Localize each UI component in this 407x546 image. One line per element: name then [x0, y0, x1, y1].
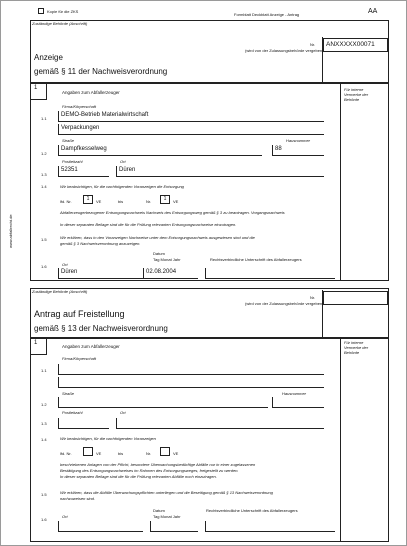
form1-street-label: Straße: [62, 138, 75, 143]
form2-nr-label: Nr.: [310, 295, 316, 300]
form1-signature-field[interactable]: [205, 268, 335, 279]
form1-lfd-field[interactable]: 1: [83, 195, 93, 204]
form1-row1-no: 1.1: [41, 116, 47, 121]
form1-row2-no: 1.2: [41, 151, 47, 156]
form2-signature-field[interactable]: [205, 521, 335, 532]
form2-row2-no: 1.2: [41, 402, 47, 407]
form2-section-heading: Angaben zum Abfallerzeuger: [62, 344, 120, 349]
form2-ort-field[interactable]: [116, 418, 324, 429]
form2-ort2-field[interactable]: [58, 521, 143, 532]
form2-row1-no: 1.1: [41, 368, 47, 373]
form1-nr-bis-field[interactable]: 1: [160, 195, 170, 204]
form2-bis-label: bis: [118, 451, 124, 456]
form1-nr-label: Nr.: [310, 42, 316, 47]
side-website-text: www.abfallrecht.de: [8, 214, 13, 248]
form2-ort2-label: Ort: [62, 514, 68, 519]
form1-title-line2: gemäß § 11 der Nachweisverordnung: [34, 67, 168, 76]
form1-company2-field[interactable]: Verpackungen: [58, 124, 324, 135]
form2-street-field[interactable]: [58, 397, 268, 408]
form2-title-line1: Antrag auf Freistellung: [34, 309, 125, 319]
form2-row3-no: 1.3: [41, 421, 47, 426]
form2-date-label: Datum: [153, 508, 165, 513]
form1-note2: In dieser separaten Beilage sind die für die Prüfung relevanten Entsorgungsnachweise einzutragen.: [60, 222, 237, 227]
form2-housenr-label: Hausnummer: [282, 391, 307, 396]
form2-nr-sub: (wird von der Zulassungsbehörde vergeben): [245, 301, 324, 306]
form2-nr-bis-label: Nr.: [146, 451, 152, 456]
form1-date-field[interactable]: 02.08.2004: [143, 268, 198, 279]
form1-housenr-field[interactable]: 88: [272, 145, 324, 156]
form1-title-line1: Anzeige: [34, 53, 63, 62]
form1-row5-text: Wir erklären, dass in den Voranzeigen Nachweise unter dem Entsorgungsnachweis ausgewiesen sind und die: [60, 235, 255, 240]
form2-plz-label: Postleitzahl: [62, 410, 83, 415]
form1-street-field[interactable]: Dampfkesselweg: [58, 145, 262, 156]
form-code: AA: [368, 8, 378, 15]
form1-row5-text2: gemäß § 3 Nachweisverordnung anzuzeigen.: [60, 241, 141, 246]
form2-note2: Bestätigung des Entsorgungsnachweises im Rahmen des Entsorgungsweges, freigestellt zu werden.: [60, 468, 239, 473]
form2-row5-text2: nachzuweisen sind.: [60, 496, 95, 501]
form1-side-note-2: Vermerke der: [344, 92, 369, 97]
form1-row3-no: 1.3: [41, 172, 47, 177]
form1-ort2-label: Ort: [62, 262, 68, 267]
form2-haz-text: Wir beabsichtigen, für die nachfolgenden Voranzeigen: [60, 436, 156, 441]
form2-row5-no: 1.5: [41, 492, 47, 497]
form2-street-label: Straße: [62, 391, 75, 396]
form1-company-field[interactable]: DEMO-Betrieb Materialwirtschaft: [58, 111, 324, 122]
form-label: Formblatt Deckblatt Anzeige - Antrag: [234, 12, 300, 17]
form1-lfd-label: lfd. Nr.: [60, 199, 72, 204]
form2-company2-field[interactable]: [58, 377, 324, 388]
form2-lfd-field[interactable]: [83, 447, 93, 456]
zks-copy-label: Kopie für die ZKS: [47, 9, 79, 14]
form1-date-label: Datum: [153, 251, 165, 256]
form1-ort-field[interactable]: Düren: [116, 166, 324, 177]
form1-housenr-label: Hausnummer: [286, 138, 311, 143]
form2-ve2-label: VE: [173, 451, 179, 456]
form1-ort-label: Ort: [120, 159, 126, 164]
form2-ort-label: Ort: [120, 410, 126, 415]
form2-lfd-label: lfd. Nr.: [60, 451, 72, 456]
form1-ort2-field[interactable]: Düren: [58, 268, 143, 279]
form1-row4-no: 1.4: [41, 184, 47, 189]
form1-company-label: Firma/Körperschaft: [62, 104, 97, 109]
form1-plz-label: Postleitzahl: [62, 159, 83, 164]
form1-side-note-1: Für interne: [344, 87, 364, 92]
form1-nr-field[interactable]: ANXXXXX00071: [323, 38, 388, 52]
form1-section-heading: Angaben zum Abfallerzeuger: [62, 90, 120, 95]
form1-authority-label: Zuständige Behörde (Anschrift): [32, 21, 88, 26]
form1-side-note-3: Behörde: [344, 97, 360, 102]
form1-row5-no: 1.5: [41, 237, 47, 242]
form2-nr-bis-field[interactable]: [160, 447, 170, 456]
form2-note3: In dieser separaten Beilage sind die für die Prüfung relevanten Abfälle noch einzutragen.: [60, 474, 217, 479]
form2-date-field[interactable]: [150, 521, 198, 532]
form2-housenr-field[interactable]: [272, 397, 324, 408]
form2-title-line2: gemäß § 13 der Nachweisverordnung: [34, 324, 168, 333]
form2-row4-no: 1.4: [41, 437, 47, 442]
form2-nr-field[interactable]: [323, 291, 388, 305]
form1-row6-no: 1.6: [41, 264, 47, 269]
form1-ve-label: VE: [96, 199, 102, 204]
form2-company-label: Firma/Körperschaft: [62, 356, 97, 361]
form1-date-sub: Tag Monat Jahr: [153, 257, 181, 262]
form2-ve-label: VE: [96, 451, 102, 456]
form2-note1: beschriebenen Anlagen von der Pflicht, besondere Überwachungsbedürftige Abfälle nur in einer zugelassenen: [60, 462, 256, 467]
form2-authority-label: Zuständige Behörde (Anschrift): [32, 289, 88, 294]
form2-sig-label: Rechtsverbindliche Unterschrift des Abfallerzeugers: [206, 508, 298, 513]
form1-section-number: 1: [30, 83, 47, 100]
form2-company-field[interactable]: [58, 364, 324, 375]
form1-plz-field[interactable]: 52351: [58, 166, 109, 177]
form1-ve2-label: VE: [173, 199, 179, 204]
form1-note1: Abfallerzeugerbezogener Entsorgungsnachweis Nachweis des Entsorgungsweg gemäß § 3 zu beantragen. Vorgangsnachweis: [60, 210, 285, 215]
form2-row5-text: Wir erklären, dass die Abfälle Überwachungspflichten unterliegen und die Beseitigung gemäß § 13 Nachweisverordnung: [60, 490, 273, 495]
form2-plz-field[interactable]: [58, 418, 109, 429]
form1-nr-sub: (wird von der Zulassungsbehörde vergeben): [245, 48, 324, 53]
form2-row6-no: 1.6: [41, 517, 47, 522]
zks-copy-checkbox[interactable]: [38, 8, 44, 14]
form2-side-note-1: Für interne: [344, 340, 364, 345]
form2-side-note-2: Vermerke der: [344, 345, 369, 350]
form1-sig-label: Rechtsverbindliche Unterschrift des Abfallerzeugers: [210, 257, 302, 262]
form1-haz-text: Wir beabsichtigen, für die nachfolgenden Voranzeigen die Entsorgung: [60, 184, 184, 189]
form2-side-note-3: Behörde: [344, 350, 360, 355]
form1-bis-label: bis: [118, 199, 124, 204]
form2-section-number: 1: [30, 338, 47, 355]
form2-date-sub: Tag Monat Jahr: [153, 514, 181, 519]
form1-nr-bis-label: Nr.: [146, 199, 152, 204]
